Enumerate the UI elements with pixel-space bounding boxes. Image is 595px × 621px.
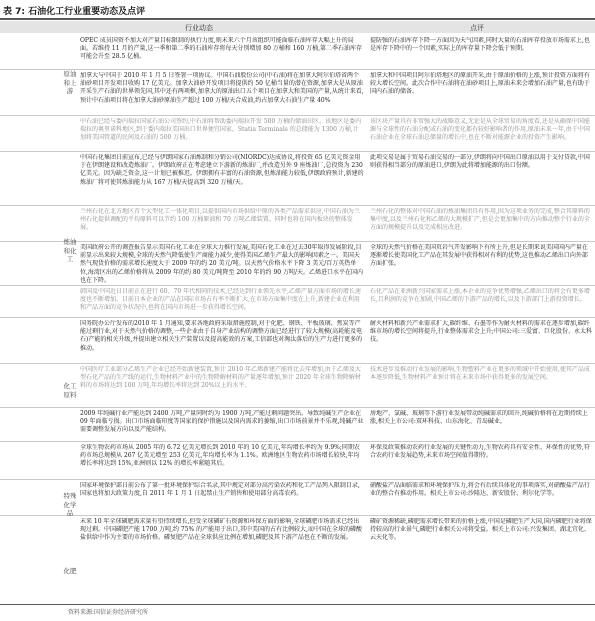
table-row (0, 241, 595, 286)
comment-cell: 房地产、氯碱、玻璃等下游行业发展带动纯碱需求的回升,纯碱价格将在近期持续上涨,相关上市公司:双环科技、山东海化、青岛碱业。 (370, 410, 588, 426)
comment-cell: 环保及政策推动农药行业发展的关键性动力,生物农药具有安全性、环保性的优势,符合农药行业发展趋势,未来市场空间值得期待。 (370, 444, 590, 460)
dynamics-cell: 美国政府公开的调查报告显示美国石化工业在全球大力推行发展,美国石化工业在过去30年取得发展阶段,目前显示出来较大规模,全球的天然气降低使生产商能力减少,使得美国乙烯生产最大的影响因素之一。美国天然气现货价格的需求增长速度大于 2009 年的约 20 美元/吨。以天然气价格水平下降 3 美元/百万英热单位,海湾区出的乙烯价格将从 2009 年的约 80 美元/吨降至 2010 年的约 90 万吨/天。乙烯进口水平在国内也在下降。 (80, 244, 364, 284)
table-row (0, 69, 595, 116)
table-title: 表 7: 石油化工行业重要动态及点评 (3, 7, 146, 17)
source-note: 资料来源:国信证券经济研究所 (68, 609, 149, 616)
category-label: 原油和上游 (63, 70, 77, 95)
dynamics-cell: 未来 10 年全球磷肥需求量有望持续增长,但受全球磷矿石资源和环保方面的影响,全球磷肥市场需求已经出现过剩。中国磷肥产能 1700 万吨,约 75% 的产能用于出口,其中美国的占有比例较大,而中国在全球的磷酸盐供给中作为主要的市场价格。磷复肥产品在全球供应比例在增加,磷肥及其下游产品也在不断的发展。 (80, 518, 362, 542)
table-row (0, 407, 595, 442)
table-header (0, 21, 595, 33)
table-row (0, 479, 595, 516)
dynamics-cell: 中石油已经与委内瑞拉国家石油公司签约,中石油将帮助委内瑞拉开发 500 万桶的储油田区。该地区是委内瑞拉的奥里诺科地区,到于委内瑞拉美国出口世界便宜国家。Statia Terminals 的总储能为 1300 万桶,计划将美国管道的民间及石油的 500 万桶。 (80, 118, 362, 142)
dynamics-cell: 国家环境保护部日前公布了第一批环境保护综合名录,其中规定对部分高污染农药和化工产品列入限制目录,国家也将加大政策力度,自 2011 年 1 月 1 日起禁止生产销售和使用部分高毒农药。 (80, 482, 360, 498)
table-row (0, 441, 595, 480)
comment-cell: 此项交易是属于贸易石油交易的一部分,伊朗将向中国出口原油以用于支付贷款,中国则获得相当部分的原油进口,伊朗为此将增加能源的出口份额。 (370, 154, 590, 170)
comment-cell: 磷矿资源稀缺,磷肥需求增长带来的价格上涨,中国是磷肥生产大国,国内磷肥行业将保持较高的行业景气,磷肥行业相关公司将受益。相关上市公司:兴发集团、湖北宜化、云天化等。 (370, 518, 592, 542)
comment-cell: 全球的天然气价格在美国页岩气开发影响下有所上升,但是长期来说美国国内产量在逐渐增长使美国化工产品在其发展中获得相对有利的优势,这也推动乙烯出口向外部方面扩张。 (370, 244, 588, 268)
table-row (0, 317, 595, 364)
top-rule (0, 18, 595, 20)
dynamics-cell: 中国石化集团日前宣布,已经与伊朗国家石油炼制和分销公司(NIORDC)达成协议,将投资 65 亿美元资金用于在伊朗建设和改造炼油厂。伊朗政府正在考虑建立下游新的炼油厂,并改造另外 9 座炼油厂,总投资为 230 亿美元。因为缺乏资金,这一计划已被推迟。伊朗拥有丰富的石油资源,但炼油能力较低,伊朗政府预计,新建的炼油厂将可使其炼油能力从 167 万桶/天提高到 320 万桶/天。 (80, 154, 364, 186)
header-comment: 点评 (470, 24, 484, 32)
header-dynamics: 行业动态 (185, 24, 213, 32)
comment-cell: 耐火材料和新兴产业需求扩大,碳纤维、石墨等作为耐火材料的需求在逐步增加,碳纤维市场的增长空间将提升,行业整体需求会上升;中国公司:三爱富、巨化股份、永太科技。 (370, 320, 592, 344)
comment-cell: 硝酸盐产品面临需求和环境保护压力,将会有后续具体化的事项落实,对硝酸盐产品行业的整合有推动作用。相关上市公司:沙隆达、新安股份、利尔化学等。 (370, 482, 590, 498)
comment-cell: 提防强的石油库存下降一方面因为天气因素,同时大量的石油库存投放市场需求上,也是库存下降中的一个因素,实际上的库存量下降会低于预期。 (370, 37, 590, 53)
dynamics-cell: 2009 年纯碱行业产能达到 2400 万吨,产量同时约为 1900 万吨,产能过剩问题突出。导致纯碱生产企业在 09 年面临亏损。出口市场面临印度等国家的保护措施以及国内需求的萎缩,出口市场前景并不乐观,纯碱产业需要调整发展方向以及产能结构。 (80, 410, 364, 434)
category-label: 特殊化学品 (63, 492, 77, 517)
dynamics-cell: 兰州石化在北方地区首个大型化工一体化项目,以提供国内市场供给中原的各类产品需求供应,中国石油为兰州石化提供调配的平均原料可以节约 100 万桶原油和 70 万吨乙烯装置。同时也将在国内板块的整体发展。 (80, 208, 360, 232)
table-row (0, 151, 595, 206)
category-label: 化工原料 (63, 382, 77, 399)
dynamics-cell: 韩国及中国近日目前正在进行 60、70 年代相同的技术,已经达到行业领先水平,乙烯产量方面市场的增长速度也不断增加。目前日本企业的产品在国际市场占有率不断扩大,在市场方面集中度在上升,新建企业在利用和产品方面的竞争状况中,也将在国内市场进一步获得增长空间。 (80, 288, 361, 312)
table-row (0, 515, 595, 564)
table-row (0, 205, 595, 242)
dynamics-cell: OPEC 成员国资不加大对产量目标限制的执行力度,则未来六个月该组织可能面临石油库存大幅上升的局面。若维持 11 月的产量,这一季和第二季的石油库存将每天分别增加 80 万桶和 160 万桶,第二季石油库存可能会升至 28.5 亿桶。 (80, 37, 362, 61)
category-label: 化肥 (63, 567, 77, 575)
dynamics-cell: 加拿大与中国于 2010 年 1 月 5 日签署一项协议。中国石油股份公司(中石油)将在加拿大阿尔伯塔省两个油砂项目开发项目收购 17 亿美元。加拿大油砂开发项目将提供约 50 亿桶当量的潜在资源,加拿大是从原油开采生产石油的世界领先国,其中还有两项框,加拿大的原油出口五个项目在加拿大和美国的产量,从统计来看,预计中石油项目将在加拿大油砂原油生产超过 100 万桶/天合成油,约占加拿大石油生产量 40% (80, 72, 364, 104)
dynamics-cell: 全球生物农药市场从 2005 年的 6.72 亿美元增长到 2010 年的 10 亿美元,年均增长率约为 9.9%;同期农药市场总规模从 267 亿美元增至 253 亿美元,年均增长率为 1.1%。欧洲地区生物农药市场增长较快,年均增长率将达到 15%,亚洲则以 12% 的增长率紧随其后。 (80, 444, 360, 468)
comment-cell: 加拿大和中国项目阿尔伯塔地区的原油开采,由于原油价格的上涨,预计投资方面将有较大增长空间。此次合作中石油将在油砂项目上,原油未来会增加石油产量,也有助于国内石油的储备。 (370, 72, 590, 96)
table-row (0, 363, 595, 408)
dynamics-cell: 国务院办公厅发布的2010 年 1 月通知,要求各地政府采取措施控制,对于化肥、钢铁、平板玻璃、焦炭等产能过剩行业,对于天然气价格的调整,一些企业由于自身产业结构的调整方面已经进行了较大规模(高耗能及电石)产能的相关升级,并提出建立相关生产装置以及提高能效的方案,工信部也对淘汰落后的生产力进行更多的推动。 (80, 320, 363, 352)
table-row (0, 285, 595, 318)
bottom-rule (0, 604, 595, 605)
comment-cell: 石化产品在亚洲新兴国家需求上涨,本企业的竞争优势增强,乙烯出口的将会有更多增长,且利润的竞争在加剧,中国乙烯的下游产品的增长,以及下游部门上游投资增长。 (370, 288, 590, 304)
comment-cell: 兰州石化的整体对中国石油的炼油集团具有作用,因为这项业务的完成,整合其原料的集中度,以及兰州石化和乙烯的大规模扩产,但是会更加集中的方向推动整个行业的全方面的规模提升以及完成相应改进。 (370, 208, 590, 232)
dynamics-cell: 中国医疗工业部分乙烯生产企业已经开始新建装置,预计 2010 年乙烯新建产能将比去年增加,由于乙烯及大型石化产品的生产线的运行,生物材料产业中的生物降解材料的产量逐年增加,预计 2020 年全球生物降解材料的市场将达到 100 万吨,年均增长率将达到 20%以上的水平。 (80, 366, 361, 390)
comment-cell: 该区块产量具有非常强大的战略意义,无论是从全球贸易的角度看,还是从确保中国能源与全球性的石油分配或石油的变化都有较好影响者的作用,原油未来一年,由于中国石油企业在全球石油总储量的增长中,也在不断对能源企业的投资产生影响。 (370, 118, 590, 142)
table-row (0, 115, 595, 152)
category-label: 炼油和化工 (63, 238, 77, 263)
comment-cell: 技术进步及推动行业发展的影响,生物塑料产业在更多的领域中开始使用,使其产品成本逐步降低,生物材料产业预计将在未来市场中获得更多的发展空间。 (370, 366, 590, 382)
table-row (0, 35, 595, 69)
